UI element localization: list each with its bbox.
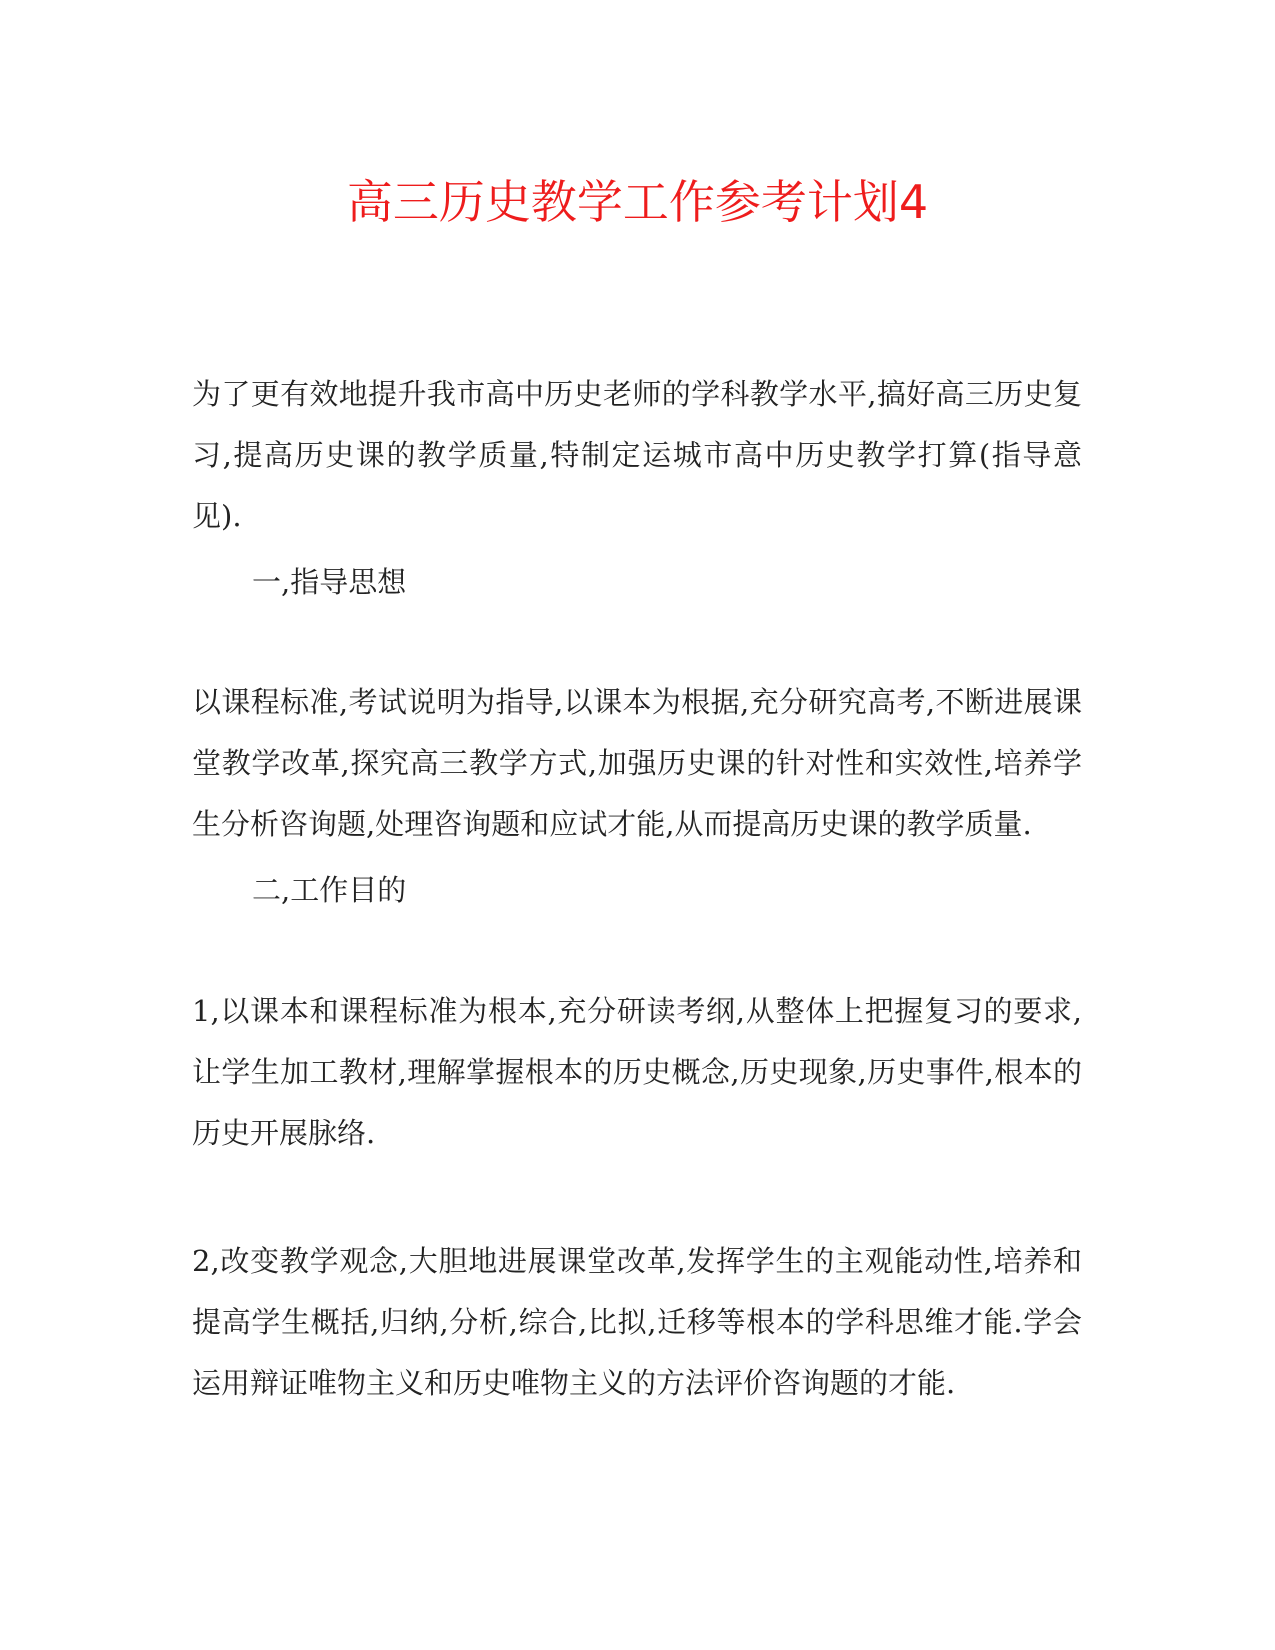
guiding-ideology-paragraph: 以课程标准,考试说明为指导,以课本为根据,充分研究高考,不断进展课堂教学改革,探究高三教学方式,加强历史课的针对性和实效性,培养学生分析咨询题,处理咨询题和应试才能,从而提高历史课的教学质量. — [192, 685, 1082, 841]
work-goal-item-1: 1,以课本和课程标准为根本,充分研读考纲,从整体上把握复习的要求,让学生加工教材,理解掌握根本的历史概念,历史现象,历史事件,根本的历史开展脉络. — [192, 994, 1082, 1150]
section-heading-work-goals: 二,工作目的 — [252, 873, 407, 907]
section-heading-guiding-ideology: 一,指导思想 — [252, 565, 407, 599]
document-title: 高三历史教学工作参考计划4 — [346, 175, 929, 229]
work-goal-item-2: 2,改变教学观念,大胆地进展课堂改革,发挥学生的主观能动性,培养和提高学生概括,归纳,分析,综合,比拟,迁移等根本的学科思维才能.学会运用辩证唯物主义和历史唯物主义的方法评价咨询题的才能. — [192, 1244, 1082, 1400]
intro-paragraph: 为了更有效地提升我市高中历史老师的学科教学水平,搞好高三历史复习,提高历史课的教学质量,特制定运城市高中历史教学打算(指导意见). — [192, 377, 1082, 533]
